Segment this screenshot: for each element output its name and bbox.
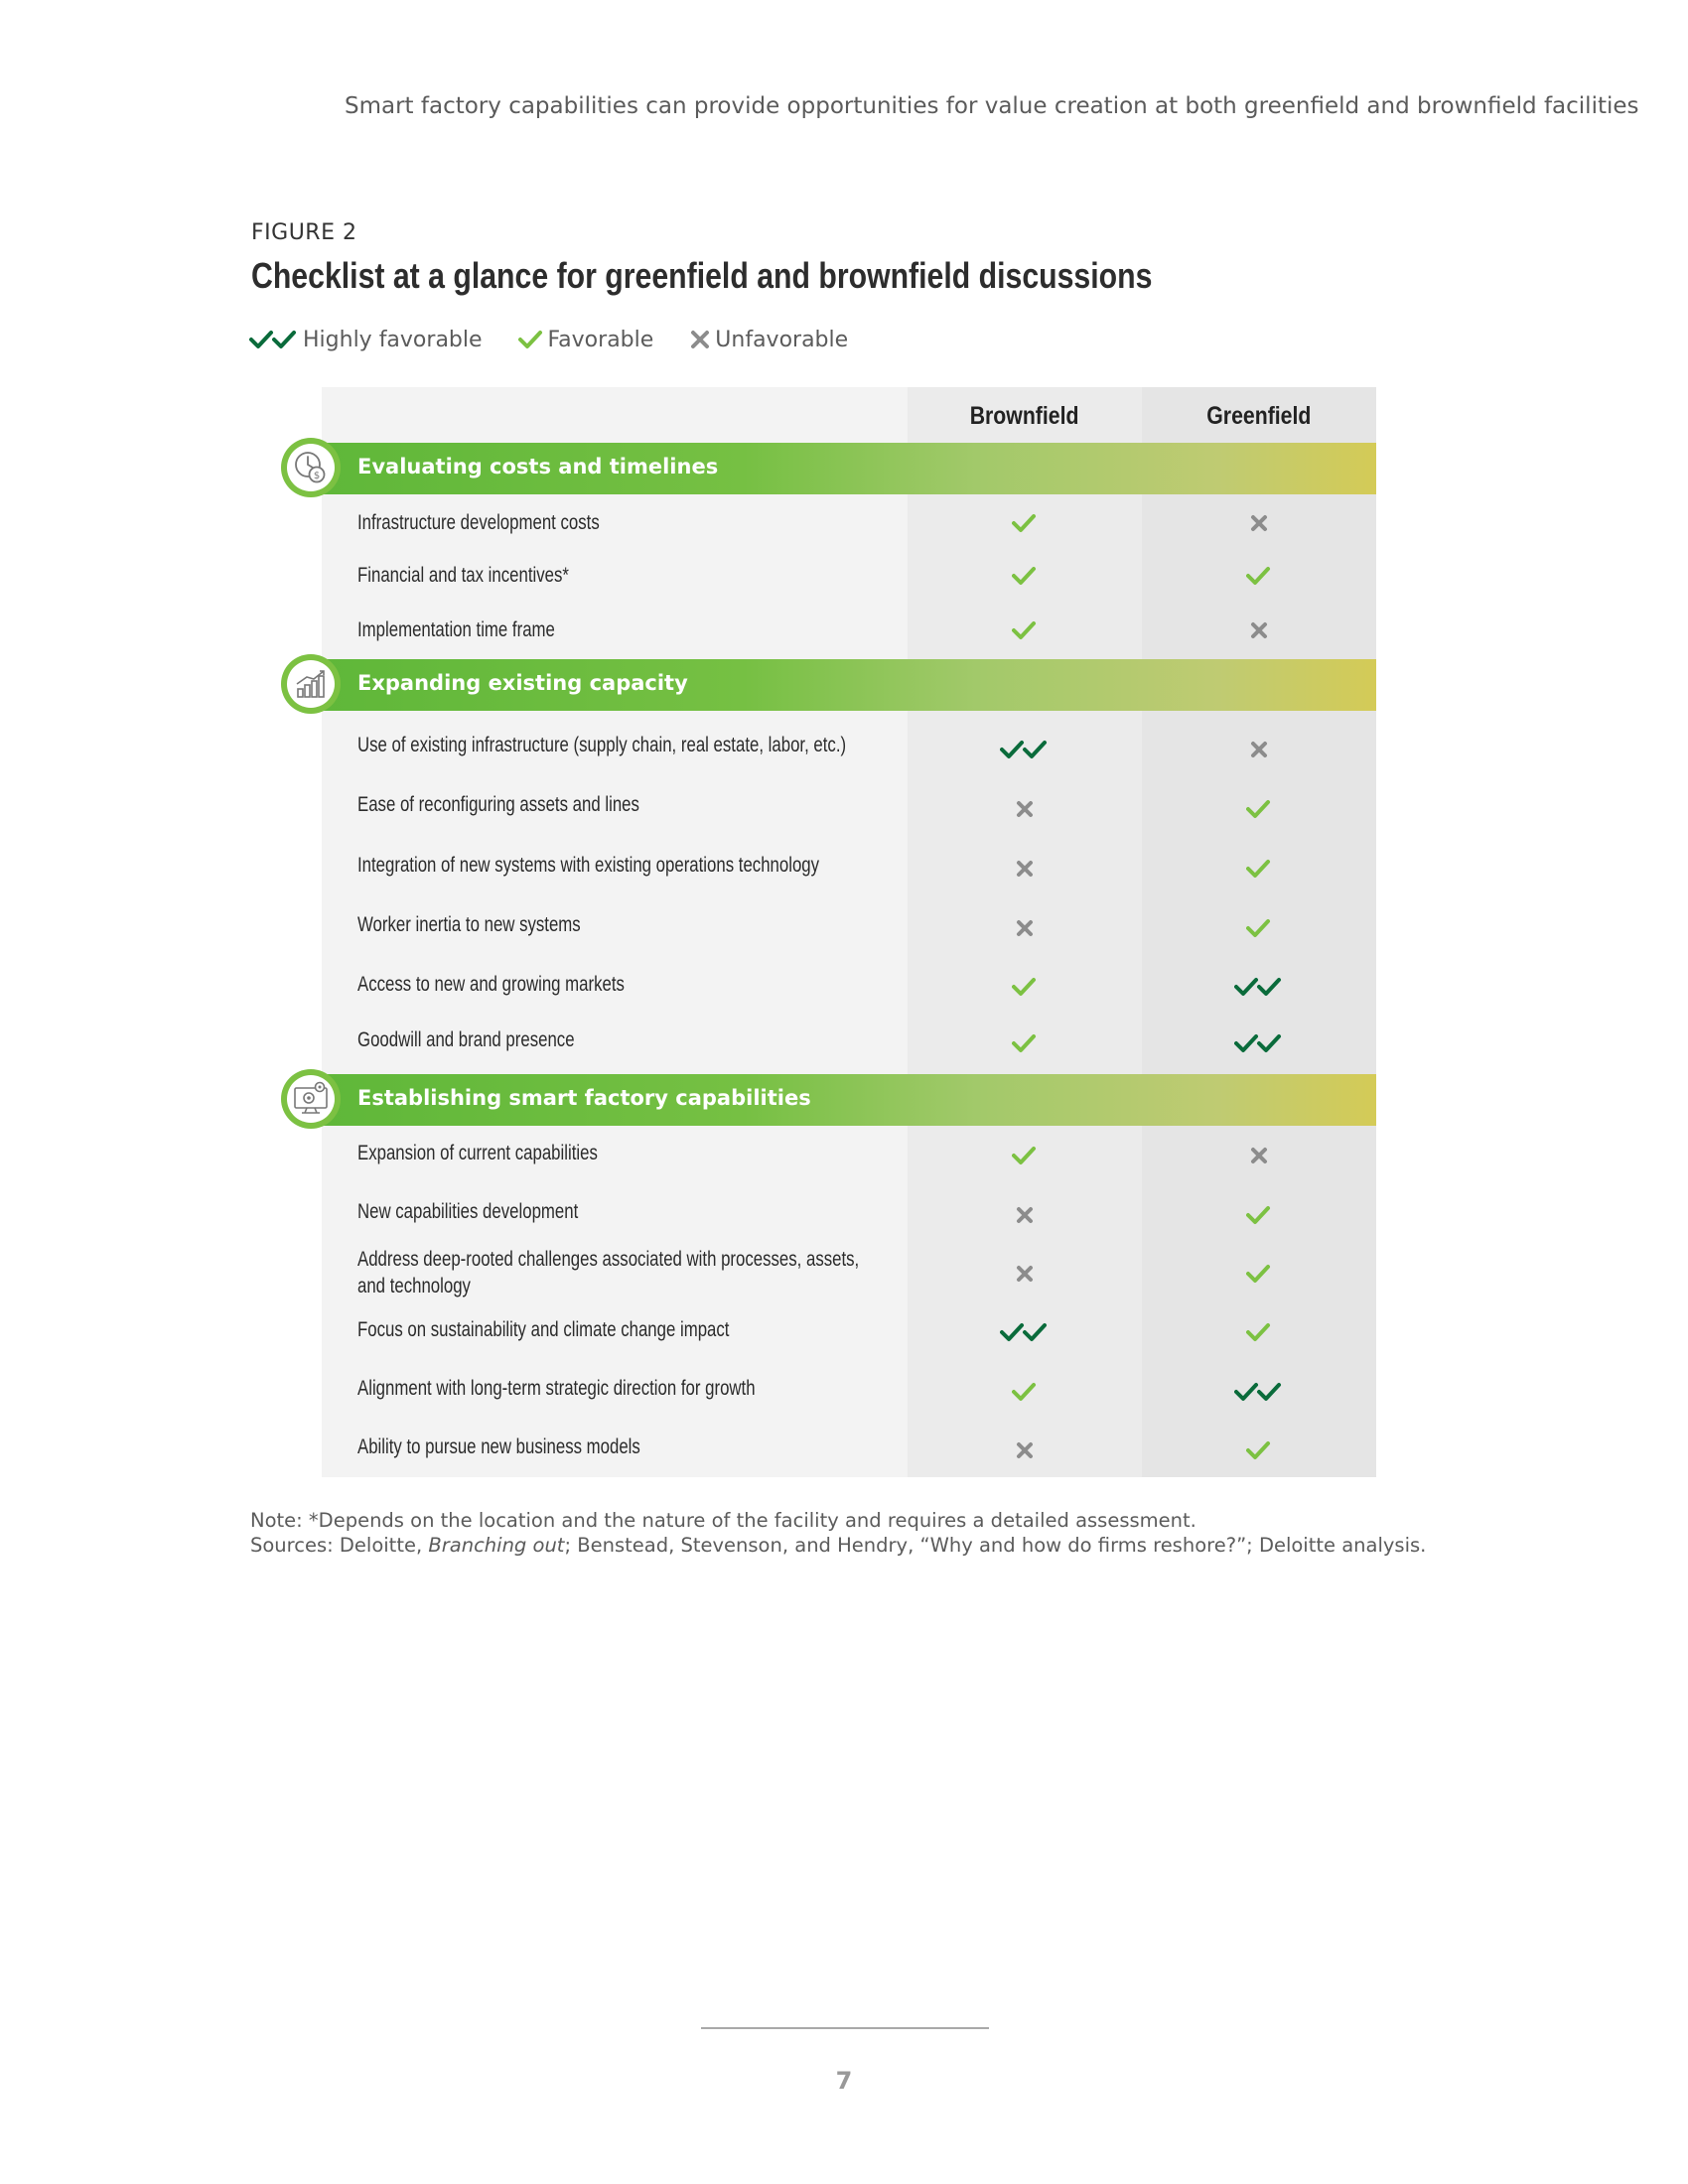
mark-brownfield bbox=[908, 1377, 1142, 1407]
mark-greenfield bbox=[1142, 913, 1376, 943]
section-title: Establishing smart factory capabilities bbox=[357, 1086, 811, 1110]
note-line: Note: *Depends on the location and the nature of the facility and requires a detailed assessment. bbox=[250, 1509, 1196, 1532]
row-label: Access to new and growing markets bbox=[357, 973, 625, 996]
check-icon bbox=[1012, 565, 1038, 587]
mark-brownfield bbox=[908, 1259, 1142, 1289]
cross-icon bbox=[1249, 620, 1269, 640]
column-header-brownfield: Brownfield bbox=[970, 402, 1079, 430]
cross-icon bbox=[1015, 799, 1035, 819]
check-icon bbox=[1012, 619, 1038, 641]
row-label-line: Address deep-rooted challenges associated with processes, assets, bbox=[357, 1248, 860, 1271]
mark-greenfield bbox=[1142, 1317, 1376, 1347]
row-label-line: and technology bbox=[357, 1275, 471, 1297]
column-header-greenfield: Greenfield bbox=[1206, 402, 1312, 430]
double-check-icon bbox=[1234, 1381, 1284, 1403]
check-icon bbox=[1246, 858, 1272, 880]
monitor-gear-icon bbox=[281, 1069, 341, 1129]
mark-greenfield bbox=[1142, 508, 1376, 538]
cross-icon bbox=[689, 329, 711, 350]
row-label: Goodwill and brand presence bbox=[357, 1028, 575, 1051]
row-label: Expansion of current capabilities bbox=[357, 1142, 598, 1164]
section-band-capacity bbox=[322, 659, 1376, 711]
section-title: Expanding existing capacity bbox=[357, 671, 688, 695]
figure-label: FIGURE 2 bbox=[251, 220, 357, 245]
row-label: Implementation time frame bbox=[357, 618, 555, 641]
mark-greenfield bbox=[1142, 1200, 1376, 1230]
page-number: 7 bbox=[835, 2067, 853, 2095]
cross-icon bbox=[1249, 1146, 1269, 1165]
mark-brownfield bbox=[908, 1028, 1142, 1058]
mark-greenfield bbox=[1142, 561, 1376, 591]
mark-brownfield bbox=[908, 972, 1142, 1002]
section-title: Evaluating costs and timelines bbox=[357, 455, 719, 478]
check-icon bbox=[1246, 1204, 1272, 1226]
mark-brownfield bbox=[908, 615, 1142, 645]
mark-brownfield bbox=[908, 1141, 1142, 1170]
mark-greenfield bbox=[1142, 854, 1376, 884]
check-icon bbox=[1246, 1439, 1272, 1461]
footer-rule bbox=[701, 2027, 989, 2029]
figure-title: Checklist at a glance for greenfield and brownfield discussions bbox=[251, 255, 1153, 296]
check-icon bbox=[518, 329, 544, 350]
row-label: Worker inertia to new systems bbox=[357, 913, 581, 936]
growth-chart-icon bbox=[281, 654, 341, 714]
mark-greenfield bbox=[1142, 794, 1376, 824]
check-icon bbox=[1246, 1263, 1272, 1285]
double-check-icon bbox=[1000, 1321, 1050, 1343]
legend-highly-favorable-label: Highly favorable bbox=[303, 327, 483, 352]
page-header-text: Smart factory capabilities can provide opportunities for value creation at both greenfield and brownfield facilities bbox=[345, 93, 1639, 119]
cross-icon bbox=[1015, 1440, 1035, 1460]
legend-highly-favorable bbox=[249, 328, 483, 352]
double-check-icon bbox=[1234, 976, 1284, 998]
check-icon bbox=[1246, 565, 1272, 587]
sources-line: Sources: Deloitte, Branching out; Benstead, Stevenson, and Hendry, “Why and how do firms reshore?”; Deloitte analysis. bbox=[250, 1534, 1427, 1557]
mark-greenfield bbox=[1142, 1377, 1376, 1407]
mark-brownfield bbox=[908, 508, 1142, 538]
legend-favorable bbox=[518, 328, 654, 352]
mark-brownfield bbox=[908, 1317, 1142, 1347]
mark-brownfield bbox=[908, 913, 1142, 943]
mark-brownfield bbox=[908, 1435, 1142, 1465]
cross-icon bbox=[1249, 513, 1269, 533]
check-icon bbox=[1246, 917, 1272, 939]
mark-brownfield bbox=[908, 794, 1142, 824]
mark-brownfield bbox=[908, 735, 1142, 764]
row-label: Financial and tax incentives* bbox=[357, 564, 569, 587]
clock-dollar-icon bbox=[281, 438, 341, 497]
check-icon bbox=[1246, 1321, 1272, 1343]
mark-greenfield bbox=[1142, 735, 1376, 764]
row-label: Ability to pursue new business models bbox=[357, 1435, 640, 1458]
cross-icon bbox=[1015, 859, 1035, 879]
row-label: Alignment with long-term strategic direction for growth bbox=[357, 1377, 756, 1400]
mark-brownfield bbox=[908, 1200, 1142, 1230]
check-icon bbox=[1012, 976, 1038, 998]
legend-favorable-label: Favorable bbox=[547, 327, 654, 352]
row-label: Ease of reconfiguring assets and lines bbox=[357, 793, 639, 816]
mark-greenfield bbox=[1142, 1435, 1376, 1465]
check-icon bbox=[1246, 798, 1272, 820]
sources-title: Branching out bbox=[428, 1534, 565, 1557]
svg-text:$: $ bbox=[313, 471, 321, 481]
section-band-costs bbox=[322, 443, 1376, 494]
row-label: Integration of new systems with existing operations technology bbox=[357, 854, 820, 877]
mark-greenfield bbox=[1142, 1028, 1376, 1058]
mark-brownfield bbox=[908, 854, 1142, 884]
row-label: Focus on sustainability and climate change impact bbox=[357, 1318, 730, 1341]
row-label: Infrastructure development costs bbox=[357, 511, 600, 534]
mark-greenfield bbox=[1142, 1141, 1376, 1170]
row-label: Use of existing infrastructure (supply chain, real estate, labor, etc.) bbox=[357, 734, 847, 756]
row-label-multiline bbox=[357, 1246, 859, 1299]
cross-icon bbox=[1015, 918, 1035, 938]
mark-brownfield bbox=[908, 561, 1142, 591]
check-icon bbox=[1012, 512, 1038, 534]
check-icon bbox=[1012, 1032, 1038, 1054]
figure-note bbox=[250, 1508, 1426, 1558]
mark-greenfield bbox=[1142, 1259, 1376, 1289]
check-icon bbox=[1012, 1145, 1038, 1166]
cross-icon bbox=[1015, 1264, 1035, 1284]
cross-icon bbox=[1249, 740, 1269, 759]
legend-unfavorable-label: Unfavorable bbox=[715, 327, 849, 352]
mark-greenfield bbox=[1142, 615, 1376, 645]
double-check-icon bbox=[1000, 739, 1050, 760]
legend-unfavorable bbox=[689, 328, 848, 352]
section-band-smart-factory bbox=[322, 1074, 1376, 1126]
row-label: New capabilities development bbox=[357, 1200, 579, 1223]
double-check-icon bbox=[249, 329, 299, 350]
legend bbox=[249, 325, 884, 354]
double-check-icon bbox=[1234, 1032, 1284, 1054]
check-icon bbox=[1012, 1381, 1038, 1403]
cross-icon bbox=[1015, 1205, 1035, 1225]
mark-greenfield bbox=[1142, 972, 1376, 1002]
